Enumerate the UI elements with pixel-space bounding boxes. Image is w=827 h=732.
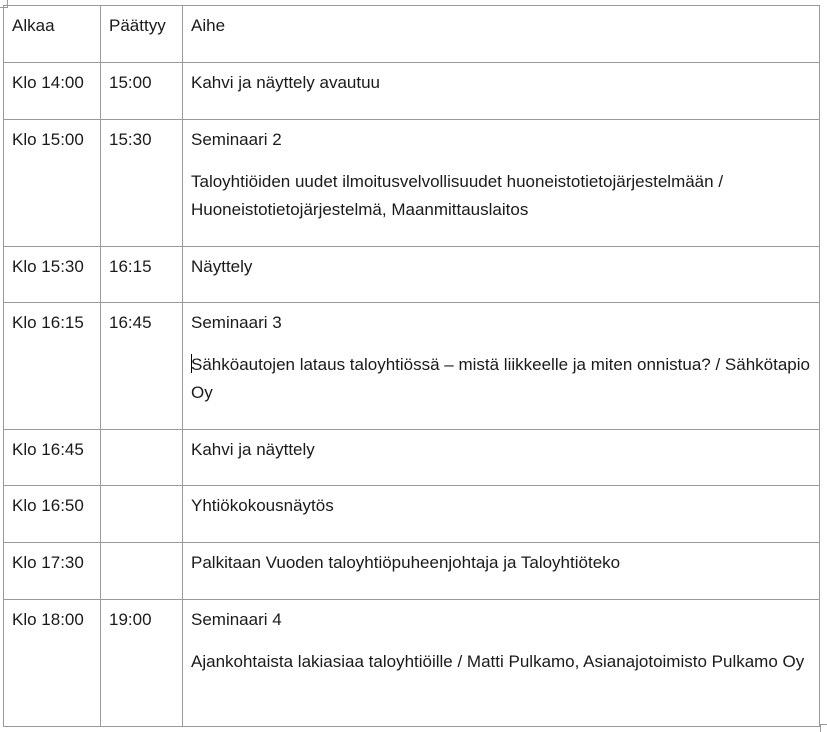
table-row [4, 120, 820, 247]
cell-topic[interactable] [183, 543, 820, 600]
table-row [4, 430, 820, 486]
cell-start[interactable]: Klo 18:00 [4, 600, 101, 727]
table-header-row [4, 6, 820, 63]
cell-topic[interactable] [183, 600, 820, 727]
topic-title: Kahvi ja näyttely [191, 440, 315, 459]
schedule-table [3, 5, 820, 727]
cell-end[interactable] [101, 430, 183, 486]
cell-end[interactable]: 15:00 [101, 63, 183, 120]
cell-topic[interactable] [183, 120, 820, 247]
cell-end[interactable]: 15:30 [101, 120, 183, 247]
cell-end[interactable]: 19:00 [101, 600, 183, 727]
topic-title: Palkitaan Vuoden taloyhtiöpuheenjohtaja ja Taloyhtiöteko [191, 553, 621, 572]
cell-topic[interactable] [183, 247, 820, 303]
cell-end[interactable]: 16:45 [101, 303, 183, 430]
topic-title: Yhtiökokousnäytös [191, 496, 334, 515]
cell-topic[interactable] [183, 430, 820, 486]
topic-description: Taloyhtiöiden uudet ilmoitusvelvollisuudet huoneistotietojärjestelmään / Huoneistotietojärjestelmä, Maanmittauslaitos [191, 172, 724, 219]
cell-end[interactable] [101, 486, 183, 543]
topic-title: Seminaari 4 [191, 610, 282, 629]
cell-start[interactable]: Klo 16:15 [4, 303, 101, 430]
topic-title: Seminaari 2 [191, 130, 282, 149]
table-row [4, 247, 820, 303]
cell-topic[interactable] [183, 303, 820, 430]
cell-start[interactable]: Klo 15:00 [4, 120, 101, 247]
cell-topic[interactable] [183, 63, 820, 120]
cell-end[interactable]: 16:15 [101, 247, 183, 303]
cell-end[interactable] [101, 543, 183, 600]
table-row [4, 543, 820, 600]
table-row [4, 600, 820, 727]
header-end[interactable]: Päättyy [101, 6, 183, 63]
topic-title: Seminaari 3 [191, 313, 282, 332]
topic-description: Ajankohtaista lakiasiaa taloyhtiöille / Matti Pulkamo, Asianajotoimisto Pulkamo Oy [191, 652, 805, 671]
table-row [4, 63, 820, 120]
topic-title: Näyttely [191, 257, 253, 276]
cell-start[interactable]: Klo 16:45 [4, 430, 101, 486]
cell-start[interactable]: Klo 17:30 [4, 543, 101, 600]
cell-topic[interactable] [183, 486, 820, 543]
topic-description-line [191, 351, 812, 407]
table-row [4, 303, 820, 430]
topic-title: Kahvi ja näyttely avautuu [191, 73, 381, 92]
header-start[interactable]: Alkaa [4, 6, 101, 63]
header-topic[interactable]: Aihe [183, 6, 820, 63]
cell-start[interactable]: Klo 16:50 [4, 486, 101, 543]
cell-start[interactable]: Klo 15:30 [4, 247, 101, 303]
table-row [4, 486, 820, 543]
topic-description: Sähköautojen lataus taloyhtiössä – mistä liikkeelle ja miten onnistua? / Sähkötapio Oy [191, 355, 810, 402]
cell-start[interactable]: Klo 14:00 [4, 63, 101, 120]
